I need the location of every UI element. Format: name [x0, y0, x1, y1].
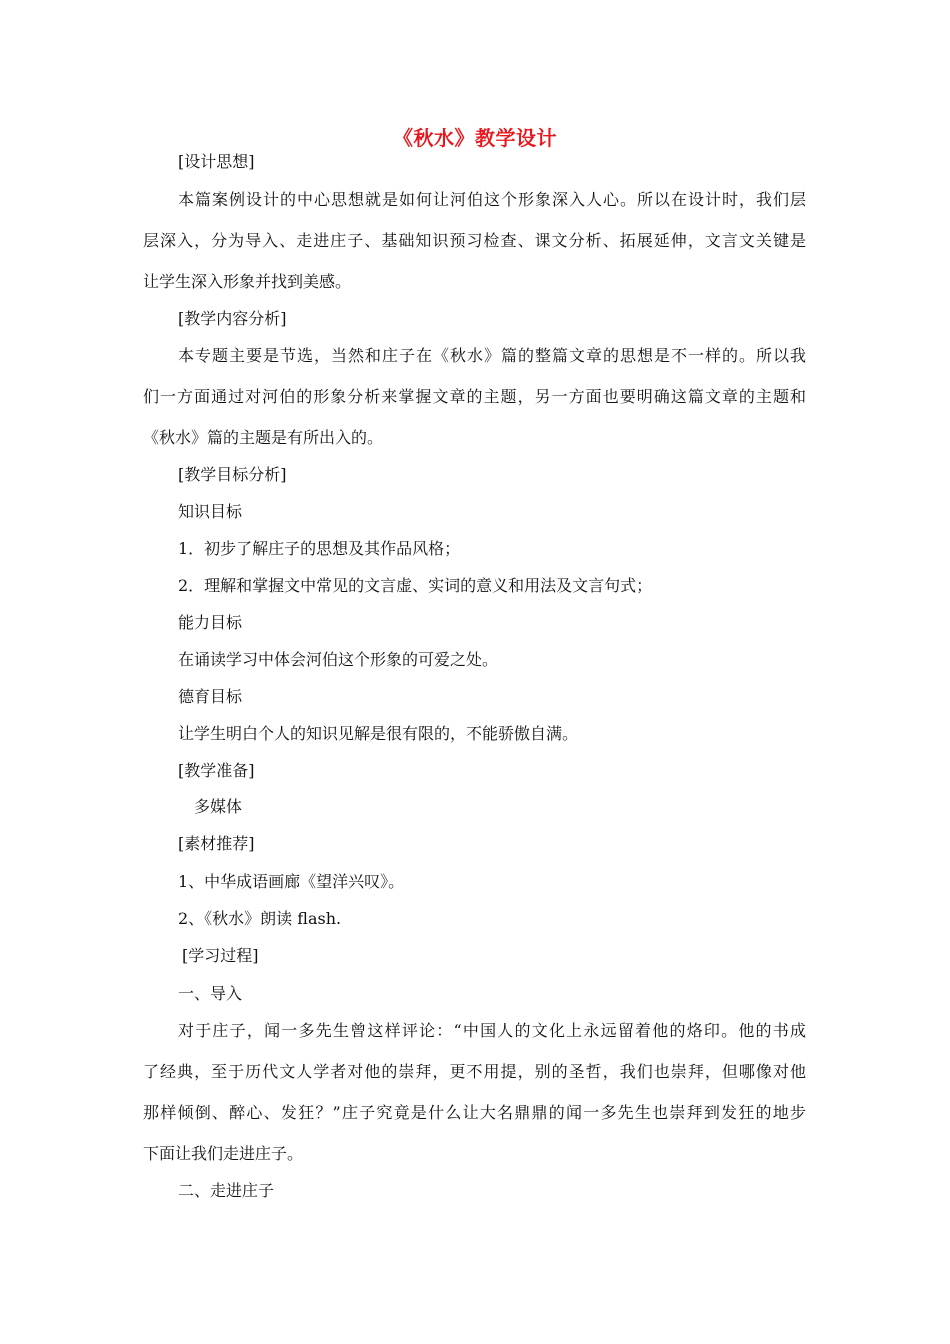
section-heading-content-analysis: [教学内容分析] — [178, 309, 287, 328]
paragraph-line: 们一方面通过对河伯的形象分析来掌握文章的主题，另一方面也要明确这篇文章的主题和 — [143, 387, 806, 406]
preparation-text: 多媒体 — [194, 797, 243, 816]
step-heading: 一、导入 — [178, 984, 243, 1003]
section-heading-preparation: [教学准备] — [178, 761, 255, 780]
document-title: 《秋水》教学设计 — [393, 126, 557, 150]
knowledge-goal-item: 2．理解和掌握文中常见的文言虚、实词的意义和用法及文言句式； — [178, 576, 653, 595]
paragraph-line: 下面让我们走进庄子。 — [143, 1144, 304, 1163]
step-heading: 二、走进庄子 — [178, 1181, 275, 1200]
material-item: 1、中华成语画廊《望洋兴叹》。 — [178, 872, 405, 891]
paragraph-line: 层深入，分为导入、走进庄子、基础知识预习检查、课文分析、拓展延伸，文言文关键是 — [143, 231, 806, 250]
section-heading-goal-analysis: [教学目标分析] — [178, 465, 287, 484]
ability-goal-heading: 能力目标 — [178, 613, 243, 632]
paragraph-line: 对于庄子，闻一多先生曾这样评论：“中国人的文化上永远留着他的烙印。他的书成 — [178, 1021, 806, 1040]
paragraph-line: 那样倾倒、醉心、发狂？”庄子究竟是什么让大名鼎鼎的闻一多先生也崇拜到发狂的地步 — [143, 1103, 806, 1122]
ability-goal-text: 在诵读学习中体会河伯这个形象的可爱之处。 — [178, 650, 499, 669]
knowledge-goal-item: 1．初步了解庄子的思想及其作品风格； — [178, 539, 461, 558]
moral-goal-text: 让学生明白个人的知识见解是很有限的，不能骄傲自满。 — [178, 724, 579, 743]
moral-goal-heading: 德育目标 — [178, 687, 243, 706]
paragraph-line: 让学生深入形象并找到美感。 — [143, 272, 352, 291]
material-item: 2、《秋水》朗读 flash. — [178, 909, 342, 928]
section-heading-process: [学习过程] — [182, 946, 259, 965]
knowledge-goal-heading: 知识目标 — [178, 502, 243, 521]
section-heading-design-idea: [设计思想] — [178, 152, 255, 171]
paragraph-line: 本篇案例设计的中心思想就是如何让河伯这个形象深入人心。所以在设计时，我们层 — [178, 190, 806, 209]
section-heading-materials: [素材推荐] — [178, 834, 255, 853]
paragraph-line: 《秋水》篇的主题是有所出入的。 — [143, 428, 384, 447]
paragraph-line: 本专题主要是节选，当然和庄子在《秋水》篇的整篇文章的思想是不一样的。所以我 — [178, 346, 806, 365]
paragraph-line: 了经典，至于历代文人学者对他的崇拜，更不用提，别的圣哲，我们也崇拜，但哪像对他 — [143, 1062, 806, 1081]
